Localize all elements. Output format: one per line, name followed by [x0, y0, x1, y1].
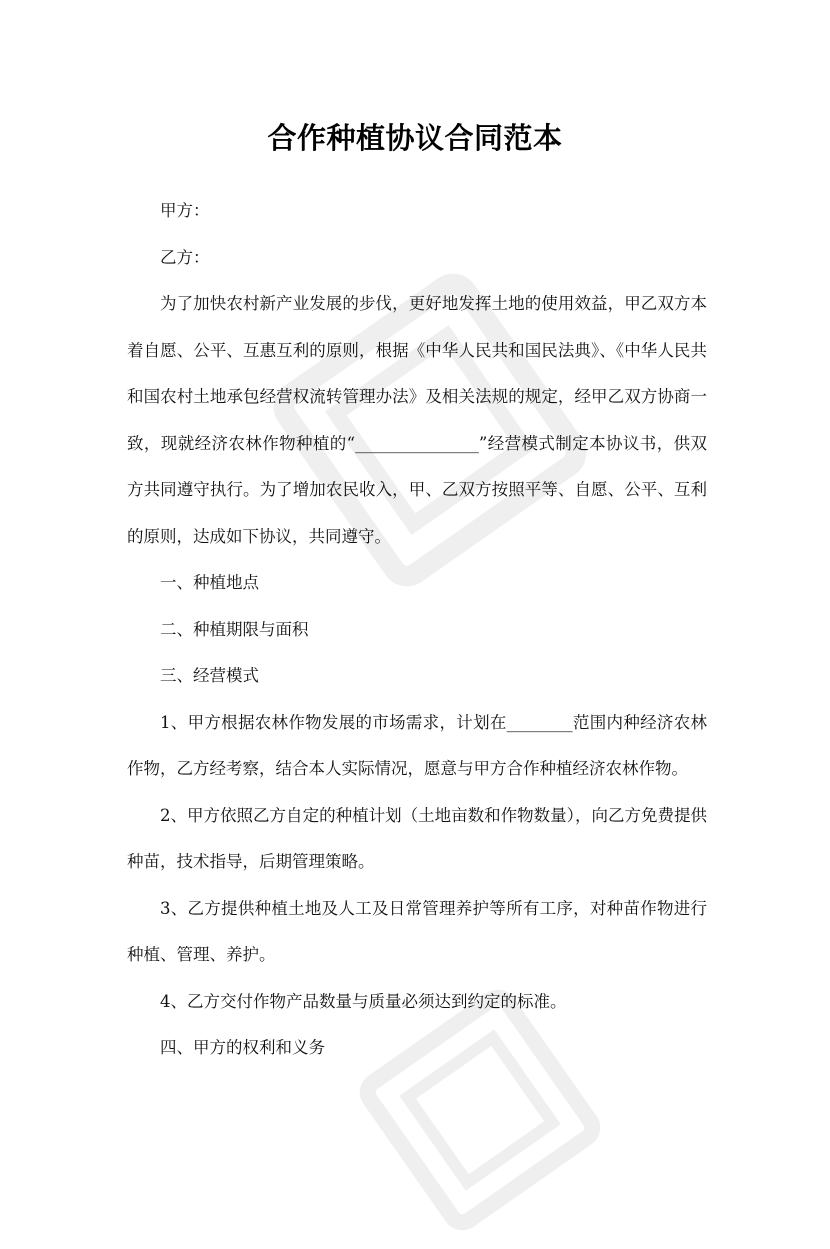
section-heading: 四、甲方的权利和义务 [160, 1038, 325, 1057]
section-heading: 三、经营模式 [160, 666, 259, 685]
preamble-paragraph: 为了加快农村新产业发展的步伐，更好地发挥土地的使用效益，甲乙双方本着自愿、公平、互惠互利的原则，根据《中华人民共和国民法典》、《中华人民共和国农村土地承包经营权流转管理办法》及相关法规的规定，经甲乙双方协商一致，现就经济农林作物种植的“_______________”经营模式制定本协议书，供双方共同遵守执行。为了增加农民收入，甲、乙双方按照平等、自愿、公平、互利的原则，达成如下协议，共同遵守。 [127, 294, 707, 546]
clause-paragraph: 4、乙方交付作物产品数量与质量必须达到约定的标准。 [160, 991, 567, 1011]
clause-paragraph: 1、甲方根据农林作物发展的市场需求，计划在________范围内种经济农林作物，乙方经考察，结合本人实际情况，愿意与甲方合作种植经济农林作物。 [127, 712, 707, 778]
section-heading: 二、种植期限与面积 [160, 619, 309, 639]
clause-paragraph: 2、甲方依照乙方自定的种植计划（土地亩数和作物数量），向乙方免费提供种苗，技术指导，后期管理策略。 [127, 805, 707, 871]
section-heading: 一、种植地点 [160, 573, 259, 592]
document-body [127, 188, 707, 1072]
party-b-line: 乙方： [160, 247, 210, 267]
party-a-line: 甲方： [160, 201, 210, 220]
document-title: 合作种植协议合同范本 [267, 121, 563, 155]
clause-paragraph: 3、乙方提供种植土地及人工及日常管理养护等所有工序，对种苗作物进行种植、管理、养护。 [127, 898, 707, 964]
